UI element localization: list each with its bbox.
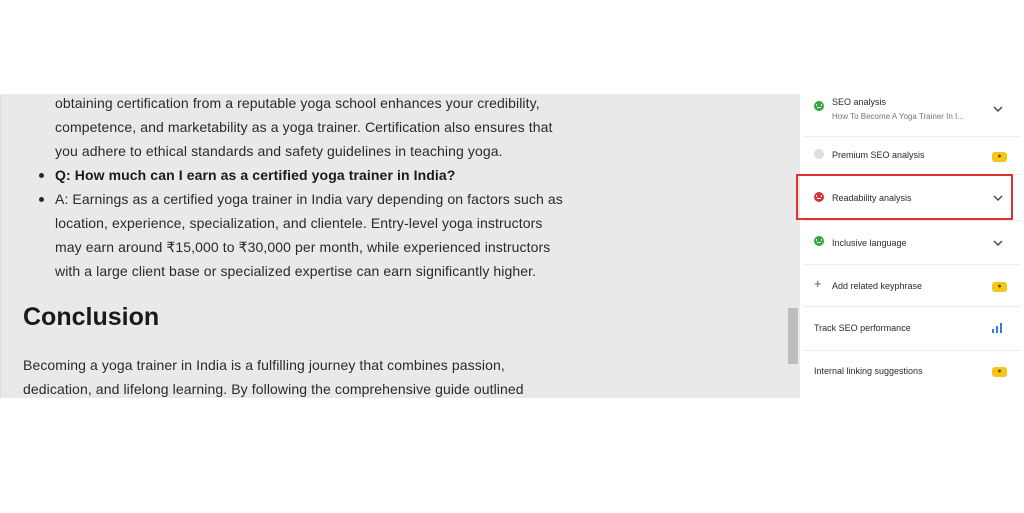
chevron-down-icon[interactable] (993, 238, 1003, 248)
related-keyphrase-label: Add related keyphrase (832, 281, 923, 291)
status-dot-icon (814, 149, 824, 159)
editor-content[interactable] (0, 94, 800, 398)
inclusive-language-label: Inclusive language (832, 238, 907, 248)
lock-icon: ● (992, 367, 1007, 377)
chevron-down-icon[interactable] (993, 104, 1003, 114)
internal-linking-row[interactable] (803, 350, 1021, 394)
plus-icon: + (814, 276, 822, 291)
track-seo-row[interactable] (803, 306, 1021, 351)
seo-sidebar (803, 94, 1021, 398)
track-seo-label: Track SEO performance (814, 323, 911, 333)
bar-chart-icon (992, 323, 1004, 333)
smiley-good-icon (814, 236, 824, 246)
seo-analysis-row[interactable] (803, 94, 1021, 137)
faq-question: Q: How much can I earn as a certified yoga trainer in India? (55, 167, 456, 183)
conclusion-line: Becoming a yoga trainer in India is a fulfilling journey that combines passion, (23, 357, 505, 373)
bullet-icon (39, 173, 44, 178)
bullet-icon (39, 197, 44, 202)
related-keyphrase-row[interactable] (803, 264, 1021, 307)
premium-seo-label: Premium SEO analysis (832, 150, 925, 160)
inclusive-language-row[interactable] (803, 220, 1021, 265)
premium-seo-row[interactable] (803, 136, 1021, 175)
lock-icon: ● (992, 152, 1007, 162)
conclusion-heading: Conclusion (23, 303, 160, 331)
highlight-box (796, 174, 1013, 220)
paragraph-line: obtaining certification from a reputable yoga school enhances your credibility, (55, 95, 540, 111)
editor-scrollbar[interactable] (788, 308, 798, 364)
faq-answer-line: with a large client base or specialized expertise can earn significantly higher. (55, 263, 537, 279)
faq-answer-line: location, experience, specialization, and clientele. Entry-level yoga instructors (55, 215, 543, 231)
screenshot-region (0, 94, 1024, 398)
faq-answer-line: may earn around ₹15,000 to ₹30,000 per month, while experienced instructors (55, 239, 551, 255)
readability-label: Readability analysis (832, 193, 912, 203)
lock-icon: ● (992, 282, 1007, 292)
internal-linking-label: Internal linking suggestions (814, 366, 923, 376)
focus-keyphrase-subtitle: How To Become A Yoga Trainer In I... (832, 112, 964, 121)
conclusion-line: dedication, and lifelong learning. By following the comprehensive guide outlined (23, 381, 524, 397)
faq-answer-line: A: Earnings as a certified yoga trainer in India vary depending on factors such as (55, 191, 563, 207)
paragraph-line: competence, and marketability as a yoga trainer. Certification also ensures that (55, 119, 553, 135)
seo-analysis-label: SEO analysis (832, 97, 887, 107)
smiley-good-icon (814, 101, 824, 111)
paragraph-line: you adhere to ethical standards and safety guidelines in teaching yoga. (55, 143, 503, 159)
